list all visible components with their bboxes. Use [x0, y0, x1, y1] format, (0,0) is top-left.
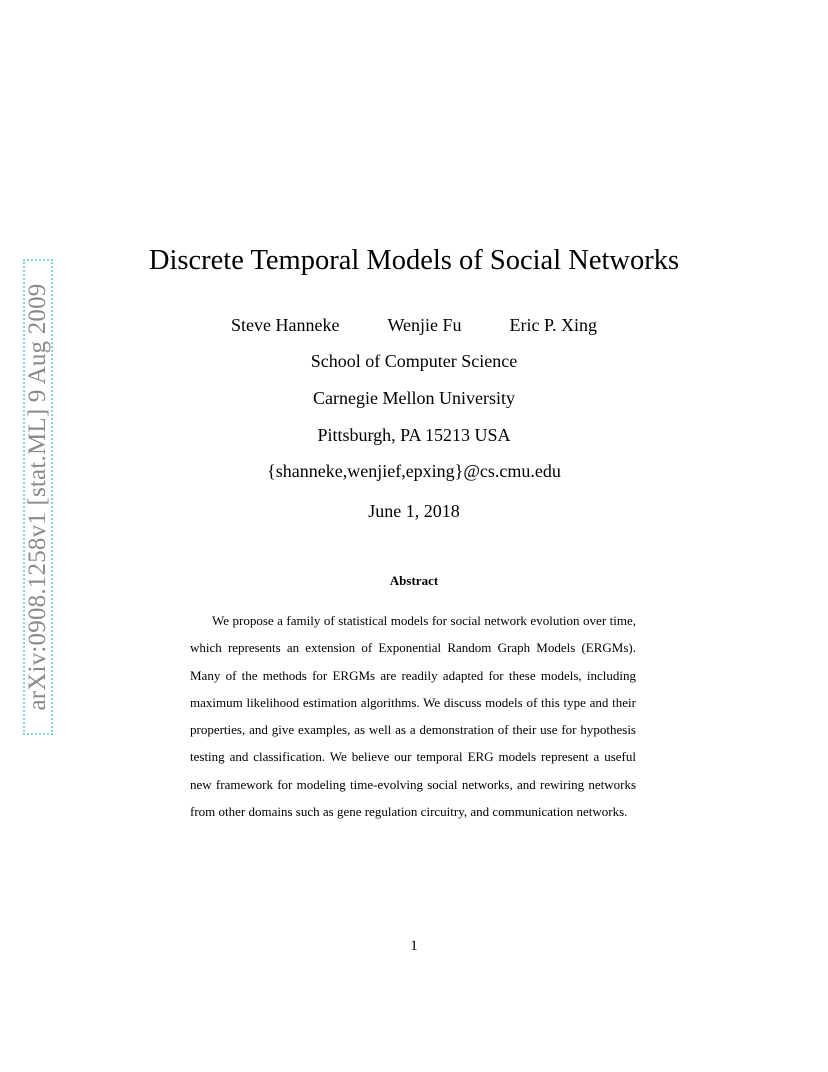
affiliation-university: Carnegie Mellon University [313, 388, 515, 408]
affiliation-location: Pittsburgh, PA 15213 USA [317, 425, 511, 445]
author-emails: {shanneke,wenjief,epxing}@cs.cmu.edu [267, 461, 561, 481]
author-list [0, 313, 828, 337]
abstract-heading: Abstract [389, 573, 439, 588]
page-number: 1 [410, 938, 418, 954]
author-name: Eric P. Xing [509, 315, 597, 335]
author-name: Wenjie Fu [387, 315, 462, 335]
paper-title: Discrete Temporal Models of Social Networks [148, 245, 680, 276]
author-name: Steve Hanneke [230, 315, 340, 335]
abstract-text: We propose a family of statistical models for social network evolution over time, which represents an extension of Exponential Random Graph Models (ERGMs). Many of the methods for ERGMs are readily adapted for these models, including maximum likelihood estimation algorithms. We discuss models of this type and their properties, and give examples, as well as a demonstration of their use for hypothesis testing and classification. We believe our temporal ERG models represent a useful new framework for modeling time-evolving social networks, and rewiring networks from other domains such as gene regulation circuitry, and communication networks. [190, 613, 636, 820]
paper-date: June 1, 2018 [368, 501, 460, 521]
arxiv-identifier-text: arXiv:0908.1258v1 [stat.ML] 9 Aug 2009 [24, 283, 51, 711]
affiliation-school: School of Computer Science [310, 351, 518, 371]
